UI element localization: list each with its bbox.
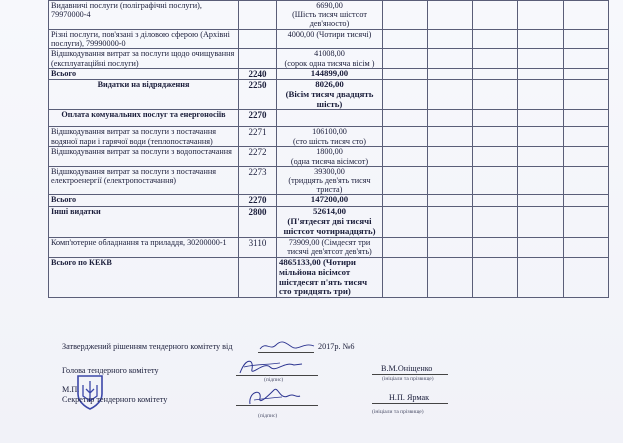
chair-signature-line <box>236 375 318 376</box>
empty-cell <box>473 49 518 68</box>
row-code: 2240 <box>239 68 277 79</box>
row-amount: 73909,00 (Сімдесят три тисячі дев'ятсот дев'ять) <box>287 237 372 257</box>
secretary-name-line <box>372 403 448 404</box>
secretary-label: Секретар тендерного комітету <box>62 395 168 404</box>
empty-cell <box>383 49 428 68</box>
empty-cell <box>518 30 564 49</box>
secretary-name-caption: (ініціали та прізвище) <box>372 409 424 415</box>
empty-cell <box>428 166 473 195</box>
budget-table <box>48 0 609 298</box>
row-amount-cell <box>277 68 383 79</box>
empty-cell <box>428 207 473 238</box>
row-name: Інші видатки <box>49 207 239 238</box>
empty-cell <box>473 68 518 79</box>
row-name: Різні послуги, пов'язані з діловою сферою (Архівні послуги), 79990000-0 <box>49 30 239 49</box>
row-amount-words: (одна тисяча вісімсот) <box>290 156 369 166</box>
empty-cell <box>564 147 609 166</box>
row-code <box>239 49 277 68</box>
row-amount-words: (сто шість тисяч сто) <box>293 136 366 146</box>
row-amount: 1800,00 <box>316 147 343 157</box>
empty-cell <box>428 195 473 207</box>
table-row <box>49 257 609 297</box>
empty-cell <box>383 147 428 166</box>
empty-cell <box>564 207 609 238</box>
empty-cell <box>564 68 609 79</box>
empty-cell <box>564 166 609 195</box>
empty-cell <box>428 147 473 166</box>
row-amount: 6690,00 <box>316 1 343 10</box>
row-code <box>239 30 277 49</box>
approval-text: Затверджений рішенням тендерного комітету від <box>62 342 233 351</box>
secretary-name: Н.П. Ярмак <box>389 393 430 402</box>
empty-cell <box>564 1 609 30</box>
secretary-signature-caption: (підпис) <box>258 413 278 419</box>
chair-signature <box>236 355 306 379</box>
row-amount-words: (тридцять дев'ять тисяч триста) <box>288 175 371 195</box>
row-amount-cell <box>277 207 383 238</box>
row-amount: 39300,00 <box>314 166 345 176</box>
chair-name-caption: (ініціали та прізвище) <box>382 376 434 382</box>
empty-cell <box>473 147 518 166</box>
row-name: Відшкодування витрат за послуги з постачання електроенергії (електропостачання) <box>49 166 239 195</box>
row-name: Відшкодування витрат за послуги щодо очищування (експлуатаційні послуги) <box>49 49 239 68</box>
empty-cell <box>383 110 428 127</box>
chair-name-line <box>372 374 448 375</box>
row-code: 2800 <box>239 207 277 238</box>
table-row <box>49 79 609 110</box>
table-row <box>49 237 609 257</box>
table-row <box>49 127 609 147</box>
row-amount: 106100,00 <box>312 127 347 137</box>
empty-cell <box>383 207 428 238</box>
row-name: Видатки на відрядження <box>49 79 239 110</box>
empty-cell <box>428 127 473 147</box>
row-name: Всього <box>49 68 239 79</box>
empty-cell <box>473 110 518 127</box>
empty-cell <box>428 68 473 79</box>
row-name: Комп'ютерне обладнання та приладдя, 30200000-1 <box>49 237 239 257</box>
empty-cell <box>564 195 609 207</box>
empty-cell <box>518 1 564 30</box>
secretary-signature-line <box>236 405 318 406</box>
row-amount: 4000,00 (Чотири тисячі) <box>287 30 372 39</box>
empty-cell <box>518 237 564 257</box>
empty-cell <box>518 79 564 110</box>
empty-cell <box>428 49 473 68</box>
row-name: Відшкодування витрат за послуги з водопостачання <box>49 147 239 166</box>
empty-cell <box>518 49 564 68</box>
table-row <box>49 1 609 30</box>
row-code: 2273 <box>239 166 277 195</box>
empty-cell <box>383 1 428 30</box>
row-name: Всього по КЕКВ <box>49 257 239 297</box>
table-row <box>49 68 609 79</box>
row-amount-cell <box>277 127 383 147</box>
empty-cell <box>518 68 564 79</box>
row-amount-cell <box>277 195 383 207</box>
empty-cell <box>383 68 428 79</box>
empty-cell <box>473 30 518 49</box>
row-amount: 144899,00 <box>310 68 349 78</box>
empty-cell <box>473 127 518 147</box>
row-amount-words: (Вісім тисяч двадцять шість) <box>285 88 374 109</box>
row-code: 2271 <box>239 127 277 147</box>
chair-label: Голова тендерного комітету <box>62 366 159 375</box>
empty-cell <box>473 195 518 207</box>
empty-cell <box>564 79 609 110</box>
chair-name: В.М.Оніщенко <box>381 364 433 373</box>
row-name: Відшкодування витрат за послуги з постачання водяної пари і гарячої води (теплопостачання) <box>49 127 239 147</box>
table-row <box>49 110 609 127</box>
approval-year: 2017р. №6 <box>318 342 355 351</box>
empty-cell <box>428 79 473 110</box>
row-code: 3110 <box>239 237 277 257</box>
row-amount-words: (П'ятдесят дві тисячі шістсот чотирнадцять) <box>283 216 376 236</box>
empty-cell <box>473 79 518 110</box>
row-amount-cell <box>277 79 383 110</box>
empty-cell <box>473 207 518 238</box>
row-amount-cell <box>277 166 383 195</box>
approval-date-line <box>258 352 314 353</box>
row-amount: 52614,00 <box>313 206 346 217</box>
row-amount: 147200,00 <box>310 194 349 205</box>
empty-cell <box>383 79 428 110</box>
row-amount-cell <box>277 237 383 257</box>
row-code <box>239 257 277 297</box>
row-amount-cell <box>277 147 383 166</box>
empty-cell <box>383 166 428 195</box>
mp-label: М.П. <box>62 385 80 394</box>
row-amount-words: (сорок одна тисяча вісім ) <box>284 58 375 68</box>
empty-cell <box>564 257 609 297</box>
empty-cell <box>564 127 609 147</box>
table-row <box>49 30 609 49</box>
row-code <box>239 1 277 30</box>
empty-cell <box>518 110 564 127</box>
empty-cell <box>428 110 473 127</box>
empty-cell <box>473 166 518 195</box>
row-amount-cell <box>277 1 383 30</box>
empty-cell <box>518 127 564 147</box>
handwritten-date <box>258 339 318 353</box>
empty-cell <box>518 147 564 166</box>
empty-cell <box>428 1 473 30</box>
row-amount-cell <box>277 30 383 49</box>
empty-cell <box>428 30 473 49</box>
table-row <box>49 166 609 195</box>
row-amount-cell <box>277 257 383 297</box>
row-amount-cell <box>277 49 383 68</box>
empty-cell <box>518 195 564 207</box>
empty-cell <box>428 237 473 257</box>
row-name: Оплата комунальних послуг та енергоносіїв <box>49 110 239 127</box>
empty-cell <box>518 257 564 297</box>
empty-cell <box>564 110 609 127</box>
chair-signature-caption: (підпис) <box>264 377 284 383</box>
row-name: Видавничі послуги (поліграфічні послуги), 79970000-4 <box>49 1 239 30</box>
stamp-emblem-icon <box>72 372 108 412</box>
row-code: 2270 <box>239 110 277 127</box>
row-code: 2272 <box>239 147 277 166</box>
row-amount-cell <box>277 110 383 127</box>
empty-cell <box>383 30 428 49</box>
row-code: 2270 <box>239 195 277 207</box>
empty-cell <box>564 49 609 68</box>
empty-cell <box>383 127 428 147</box>
empty-cell <box>383 257 428 297</box>
row-code: 2250 <box>239 79 277 110</box>
empty-cell <box>564 237 609 257</box>
empty-cell <box>383 195 428 207</box>
row-amount: 8026,00 <box>315 79 344 89</box>
empty-cell <box>473 1 518 30</box>
empty-cell <box>383 237 428 257</box>
empty-cell <box>473 257 518 297</box>
secretary-signature <box>244 384 304 410</box>
table-row <box>49 195 609 207</box>
row-amount: 41008,00 <box>314 49 345 59</box>
row-amount-words: (Шість тисяч шістсот дев'яносто) <box>292 10 367 29</box>
row-name: Всього <box>49 195 239 207</box>
empty-cell <box>518 166 564 195</box>
table-row <box>49 49 609 68</box>
empty-cell <box>564 30 609 49</box>
empty-cell <box>473 237 518 257</box>
empty-cell <box>428 257 473 297</box>
table-row <box>49 207 609 238</box>
empty-cell <box>518 207 564 238</box>
table-row <box>49 147 609 166</box>
row-amount: 4865133,00 (Чотири мільйона вісімсот шістдесят п'ять тисяч сто тридцять три) <box>279 257 368 297</box>
